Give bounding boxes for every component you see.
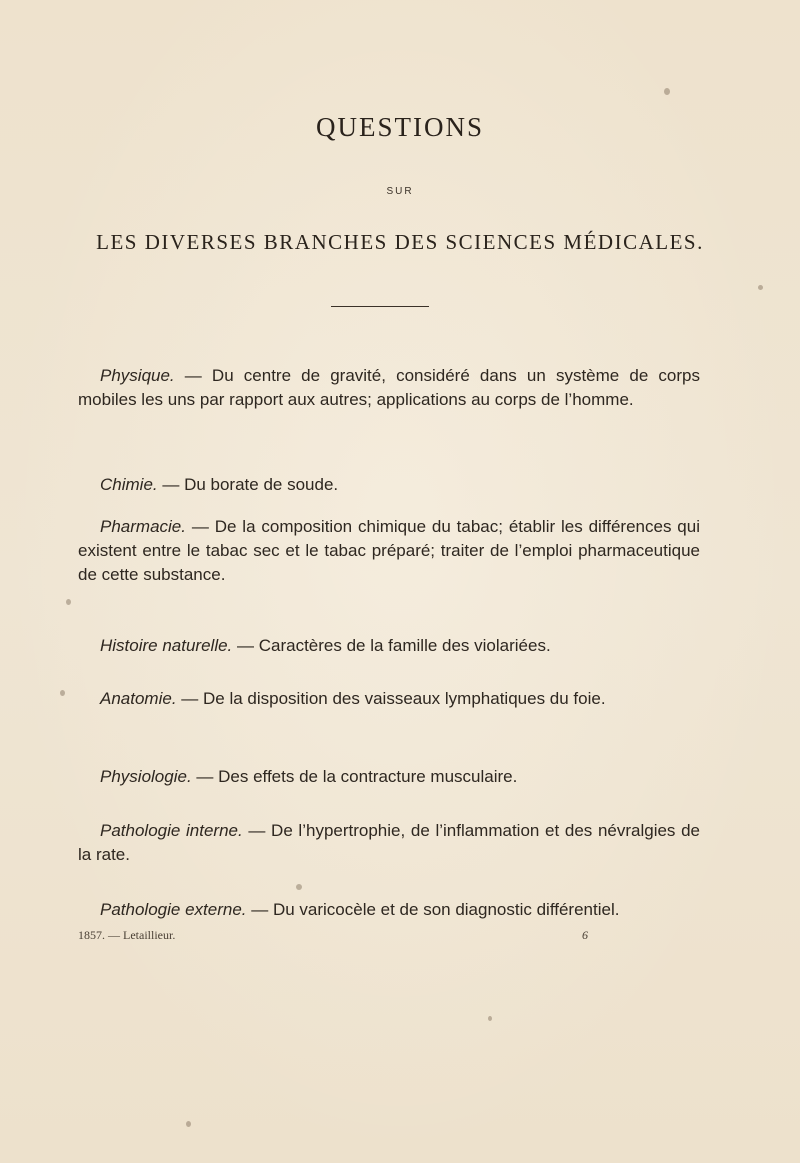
question-subject: Anatomie. xyxy=(100,689,177,708)
question-text: — Des effets de la contracture musculaire. xyxy=(191,767,518,786)
page-subtitle: LES DIVERSES BRANCHES DES SCIENCES MÉDICALES. xyxy=(96,230,704,254)
page-title: QUESTIONS xyxy=(315,112,484,142)
paper-speck xyxy=(488,1016,492,1021)
publication-line: 1857. — Letaillieur. xyxy=(78,928,176,942)
question-histoire-naturelle xyxy=(78,634,700,658)
question-pathologie-interne xyxy=(78,819,700,867)
paper-speck xyxy=(66,599,71,605)
question-text: — De la disposition des vaisseaux lymphatiques du foie. xyxy=(176,689,606,708)
question-physiologie xyxy=(78,765,700,789)
question-subject: Histoire naturelle. xyxy=(100,636,233,655)
paper-speck xyxy=(758,285,763,290)
question-subject: Pharmacie. xyxy=(100,517,186,536)
paper-speck xyxy=(664,88,670,95)
question-subject: Pathologie interne. xyxy=(100,821,243,840)
question-pharmacie xyxy=(78,515,700,587)
title-connector: SUR xyxy=(386,186,414,197)
question-text: — Caractères de la famille des violariées. xyxy=(232,636,551,655)
question-chimie xyxy=(78,473,700,497)
question-subject: Physiologie. xyxy=(100,767,192,786)
question-text: — Du varicocèle et de son diagnostic différentiel. xyxy=(246,900,620,919)
question-anatomie xyxy=(78,687,700,711)
question-text: — De l’hypertrophie, de l’inflammation et des névralgies de la rate. xyxy=(78,821,700,864)
title-rule xyxy=(331,306,429,307)
question-physique xyxy=(78,364,700,412)
question-text: — Du borate de soude. xyxy=(157,475,339,494)
paper-speck xyxy=(60,690,65,696)
question-text: — De la composition chimique du tabac; établir les différences qui existent entre le tabac sec et le tabac préparé; traiter de l’emploi pharmaceutique de cette substance. xyxy=(78,517,700,584)
question-subject: Pathologie externe. xyxy=(100,900,247,919)
question-subject: Physique. xyxy=(100,366,175,385)
paper-speck xyxy=(186,1121,191,1127)
question-text: — Du centre de gravité, considéré dans un système de corps mobiles les uns par rapport aux autres; applications au corps de l’homme. xyxy=(78,366,700,409)
question-pathologie-externe xyxy=(78,898,700,922)
signature-mark: 6 xyxy=(582,928,588,942)
paper-speck xyxy=(296,884,302,890)
question-subject: Chimie. xyxy=(100,475,158,494)
